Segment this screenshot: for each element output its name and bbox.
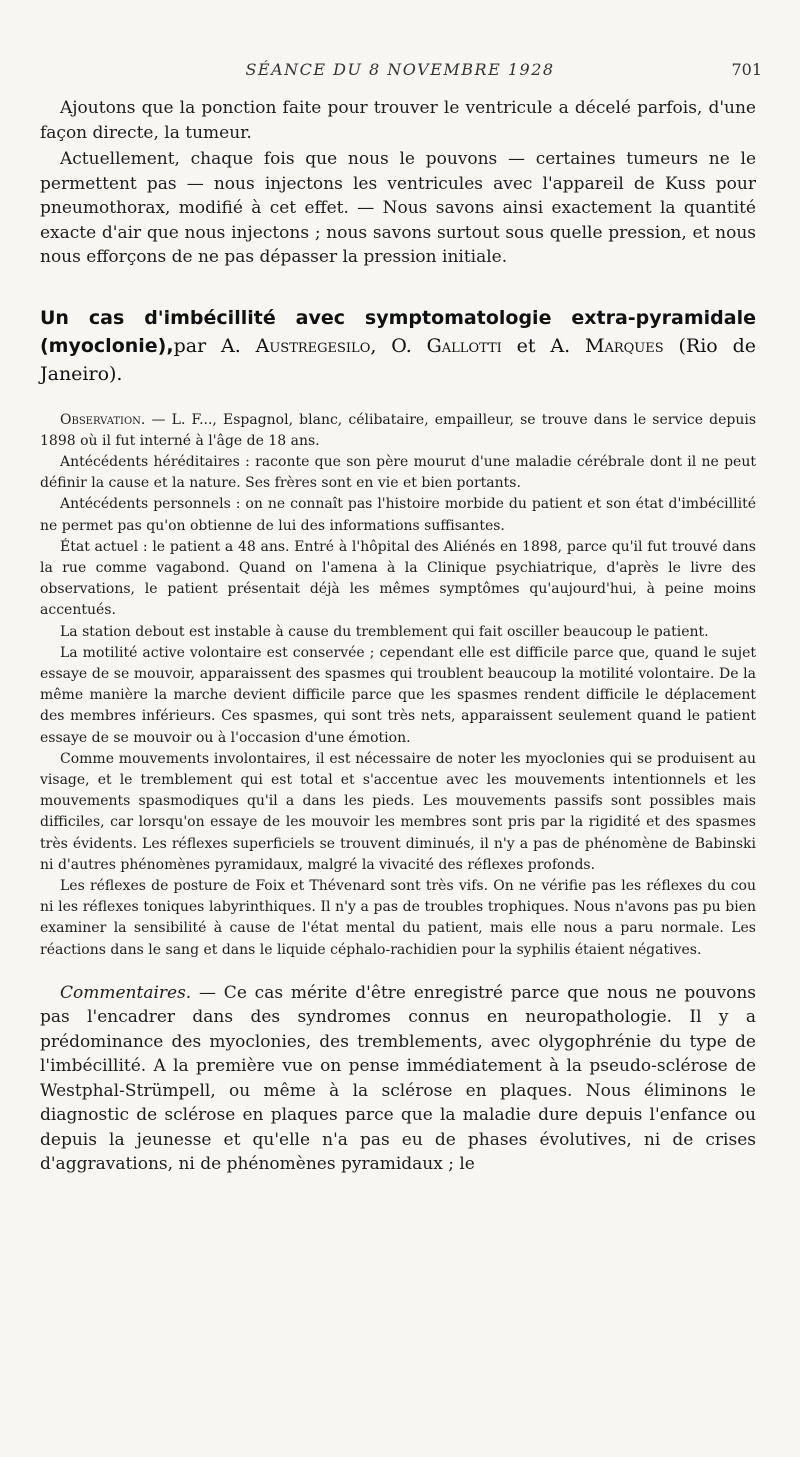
article-title-text: Un cas d'imbécillité avec symptomatologie extra-pyramidale (myoclonie), (40, 306, 756, 357)
observation-paragraph: Antécédents personnels : on ne connaît pas l'histoire morbide du patient et son état d'imbécillité ne permet pas qu'on obtienne de lui des informations suffisantes. (40, 496, 756, 534)
observation-paragraph: Les réflexes de posture de Foix et Thévenard sont très vifs. On ne vérifie pas les réflexes du cou ni les réflexes toniques labyrinthiques. Il n'y a pas de troubles trophiques. Nous n'avons pas pu bien examiner la sensibilité à cause de l'état mental du patient, mais elle nous a paru normale. Les réactions dans le sang et dans le liquide céphalo-rachidien pour la syphilis étaient négatives. (40, 877, 756, 958)
author-name: Austregesilo (255, 334, 371, 357)
intro-paragraph: Actuellement, chaque fois que nous le pouvons — certaines tumeurs ne le permettent pas — nous injectons les ventricules avec l'appareil de Kuss pour pneumothorax, modifié à cet effet. — Nous savons ainsi exactement la quantité exacte d'air que nous injectons ; nous savons surtout sous quelle pression, et nous nous efforçons de ne pas dépasser la pression initiale. (40, 149, 756, 267)
author-name: Marques (585, 334, 664, 357)
comments-paragraph (40, 981, 756, 1177)
observation-paragraph: Comme mouvements involontaires, il est nécessaire de noter les myoclonies qui se produisent au visage, et le tremblement qui est total et s'accentue avec les mouvements intentionnels et les mouvements spasmodiques qu'il a dans les pieds. Les mouvements passifs sont possibles mais difficiles, car lorsqu'on essaye de les mouvoir les membres sont pris par la rigidité et des spasmes très évidents. Les réflexes superficiels se trouvent diminués, il n'y a pas de phénomène de Babinski ni d'autres phénomènes pyramidaux, malgré la vivacité des réflexes profonds. (40, 750, 756, 873)
observation-paragraph (40, 410, 756, 452)
page-body (40, 96, 756, 1177)
author-separator: et A. (501, 334, 586, 357)
observation-label: Observation. (60, 411, 146, 428)
comments-label: Commentaires. (60, 982, 192, 1003)
author-separator: , O. (370, 334, 427, 357)
observation-section (40, 410, 756, 961)
observation-text: — L. F..., Espagnol, blanc, célibataire, empailleur, se trouve dans le service depuis 1898 où il fut interné à l'âge de 18 ans. (40, 411, 757, 449)
observation-paragraph: Antécédents héréditaires : raconte que son père mourut d'une maladie cérébrale dont il ne peut définir la cause et la nature. Ses frères sont en vie et bien portants. (40, 453, 756, 492)
observation-paragraph: La station debout est instable à cause du tremblement qui fait osciller beaucoup le patient. (60, 623, 709, 640)
article-title (40, 304, 756, 388)
observation-paragraph: État actuel : le patient a 48 ans. Entré à l'hôpital des Aliénés en 1898, parce qu'il fut trouvé dans la rue comme vagabond. Quand on l'amena à la Clinique psychiatrique, d'après le livre des observations, le patient présentait déjà les mêmes symptômes qu'aujourd'hui, à peine moins accentués. (40, 538, 756, 619)
comments-text: — Ce cas mérite d'être enregistré parce que nous ne pouvons pas l'encadrer dans des syndromes connus en neuropathologie. Il y a prédominance des myoclonies, des tremblements, avec olygophrénie du type de l'imbécillité. A la première vue on pense immédiatement à la pseudo-sclérose de Westphal-Strümpell, ou même à la sclérose en plaques. Nous éliminons le diagnostic de sclérose en plaques parce que la maladie dure depuis l'enfance ou depuis la jeunesse et qu'elle n'a pas eu de phases évolutives, ni de crises d'aggravations, ni de phénomènes pyramidaux ; le (40, 982, 756, 1175)
author-name: Gallotti (426, 334, 502, 357)
page-header (0, 60, 800, 84)
running-head: SÉANCE DU 8 NOVEMBRE 1928 (245, 60, 555, 79)
page-number: 701 (731, 60, 762, 79)
authors-prefix: par A. (173, 334, 256, 357)
observation-paragraph: La motilité active volontaire est conservée ; cependant elle est difficile parce que, quand le sujet essaye de se mouvoir, apparaissent des spasmes qui troublent beaucoup la motilité volontaire. De la même manière la marche devient difficile parce que les spasmes rendent difficile le déplacement des membres inférieurs. Ces spasmes, qui sont très nets, apparaissent seulement quand le patient essaye de se mouvoir ou à l'occasion d'une émotion. (40, 644, 756, 746)
author-location: (Rio de Janeiro). (40, 334, 756, 385)
intro-paragraph: Ajoutons que la ponction faite pour trouver le ventricule a décelé parfois, d'une façon directe, la tumeur. (40, 98, 756, 143)
